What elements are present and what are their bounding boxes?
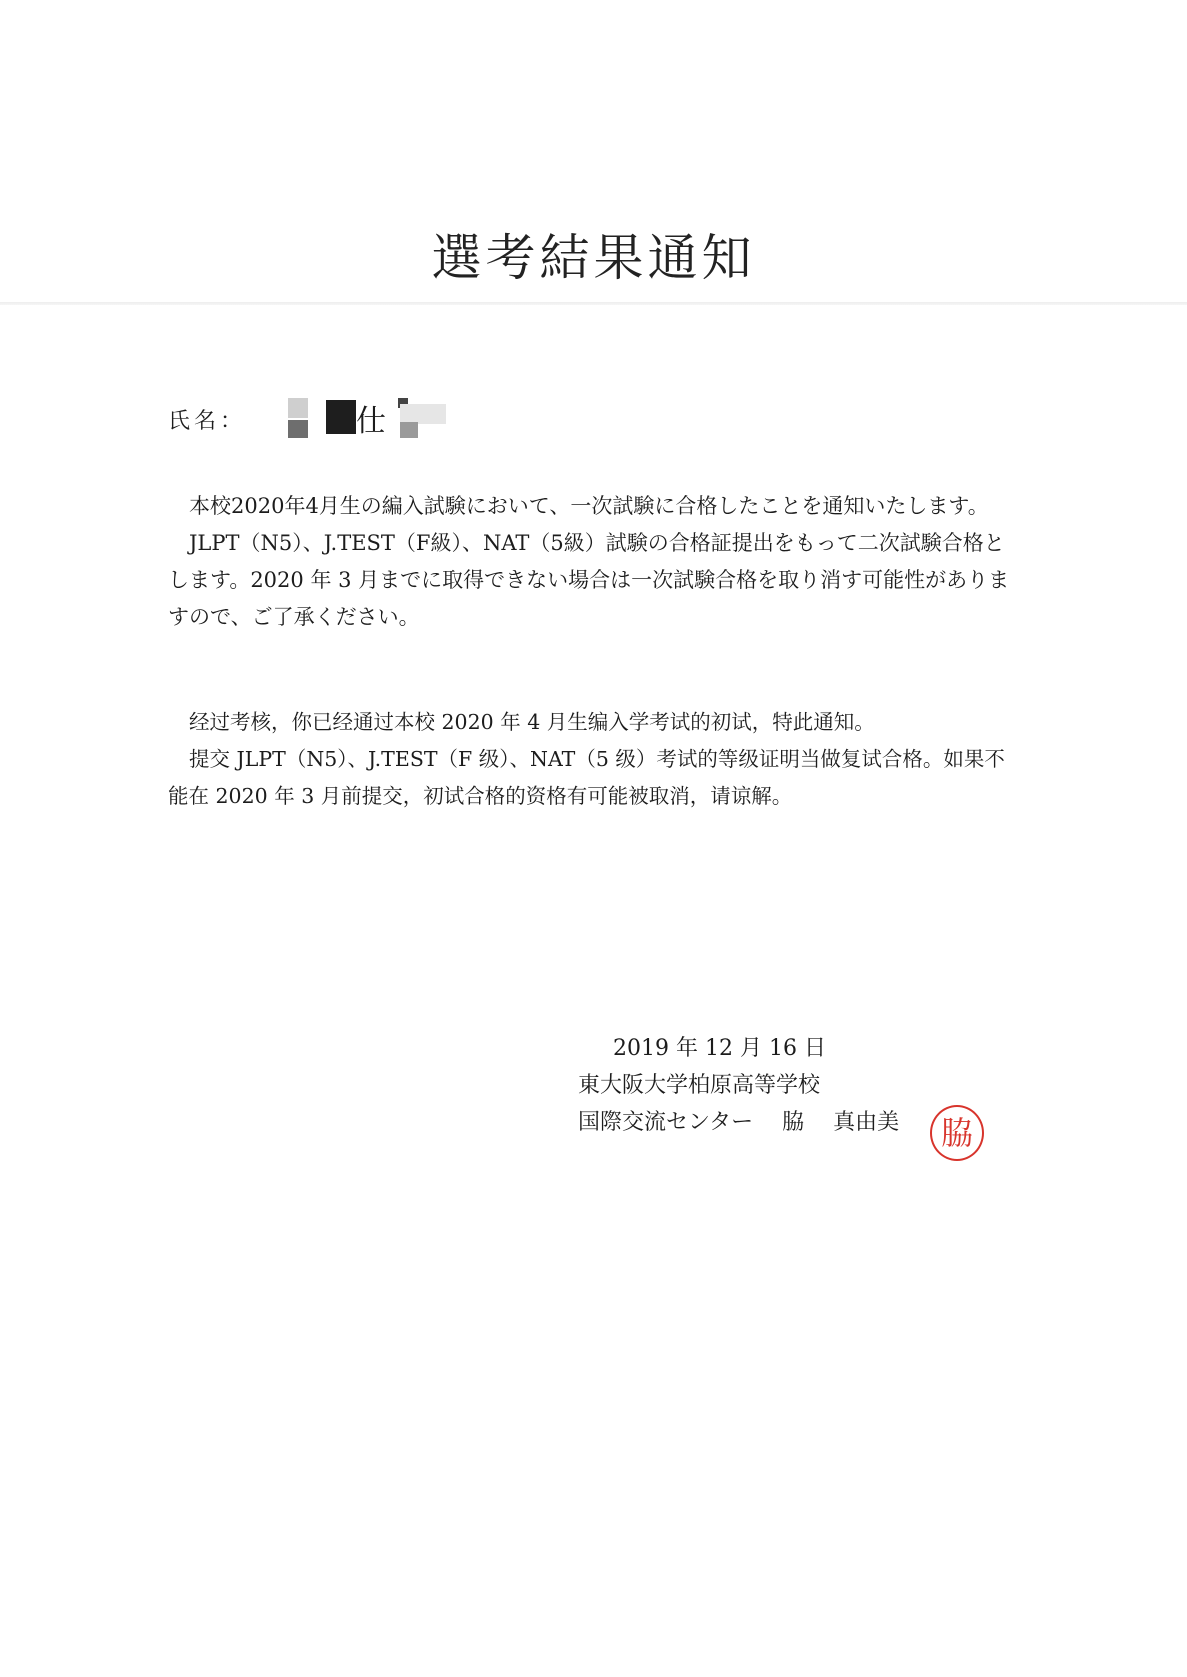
redaction-block <box>326 400 356 434</box>
chinese-notice <box>168 704 1023 815</box>
japanese-notice <box>168 488 1023 636</box>
jp-paragraph: 本校2020年4月生の編入試験において、一次試験に合格したことを通知いたします。 <box>189 494 989 518</box>
redaction-block <box>400 404 446 424</box>
document-title: 選考結果通知 <box>431 229 756 287</box>
name-row <box>168 398 668 446</box>
redaction-block <box>400 422 418 438</box>
cn-paragraph: 提交 JLPT（N5）、J.TEST（F 级）、NAT（5 级）考试的等级证明当做复试合格。如果不能在 2020 年 3 月前提交，初试合格的资格有可能被取消，请谅解。 <box>168 747 1005 808</box>
school-name: 東大阪大学柏原高等学校 <box>578 1073 821 1098</box>
header-divider <box>0 302 1187 305</box>
jp-paragraph: JLPT（N5）、J.TEST（F級）、NAT（5級）試験の合格証提出をもって二次試験合格とします。2020 年 3 月までに取得できない場合は一次試験合格を取り消す可能性がありますので、ご了承ください。 <box>168 531 1010 629</box>
issue-date: 2019 年 12 月 16 日 <box>613 1036 826 1061</box>
redaction-block <box>288 420 308 438</box>
seal-text: 脇 <box>940 1114 974 1152</box>
signature-block <box>578 1030 899 1141</box>
name-partial: 仕 <box>356 404 386 439</box>
seal-stamp-icon <box>930 1105 984 1161</box>
department-signatory: 国際交流センター 脇 真由美 <box>578 1110 900 1135</box>
name-label: 氏名： <box>168 409 247 434</box>
cn-paragraph: 经过考核，你已经通过本校 2020 年 4 月生编入学考试的初试，特此通知。 <box>189 710 875 734</box>
redaction-block <box>288 398 308 418</box>
